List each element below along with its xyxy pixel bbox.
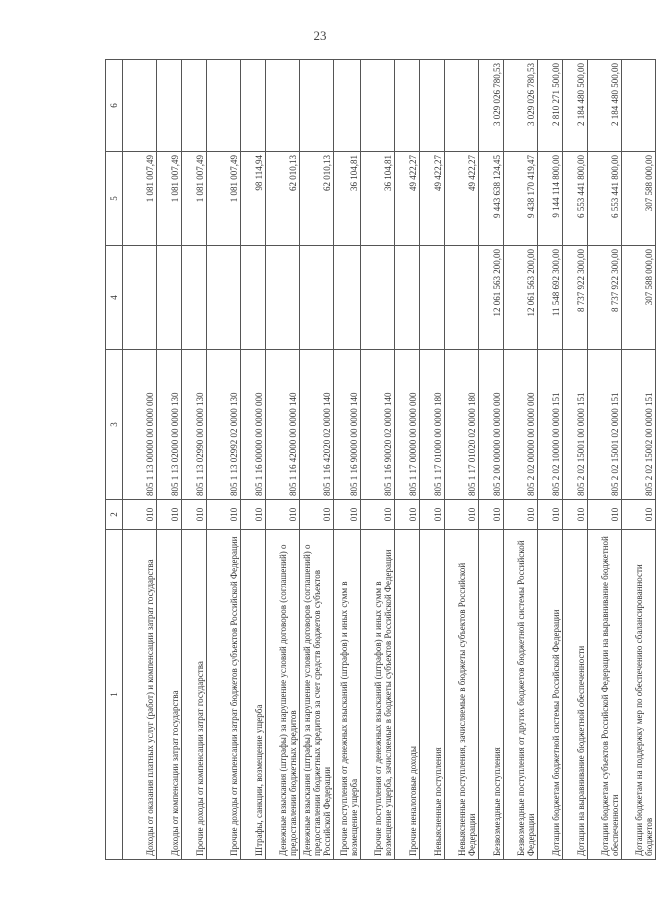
row-kbk: 805 1 16 42000 00 0000 140 xyxy=(266,350,300,500)
row-kbk: 805 1 17 00000 00 0000 000 xyxy=(395,350,420,500)
row-name: Доходы от компенсации затрат государства xyxy=(157,530,182,860)
row-name: Денежные взыскания (штрафы) за нарушение условий договоров (соглашений) о предоставлении бюджетных кредитов xyxy=(266,530,300,860)
row-col4 xyxy=(207,246,241,350)
row-code: 010 xyxy=(266,500,300,530)
row-kbk: 805 1 16 90000 00 0000 140 xyxy=(334,350,361,500)
row-col4 xyxy=(266,246,300,350)
table-row xyxy=(588,60,622,860)
row-col5: 49 422,27 xyxy=(445,152,479,246)
row-col4: 12 061 563 200,00 xyxy=(504,246,538,350)
row-code: 010 xyxy=(182,500,207,530)
row-col6 xyxy=(207,60,241,152)
row-code: 010 xyxy=(479,500,504,530)
row-name: Штрафы, санкции, возмещение ущерба xyxy=(241,530,266,860)
row-col6 xyxy=(361,60,395,152)
table-row xyxy=(479,60,504,860)
row-col6 xyxy=(123,60,157,152)
table-row xyxy=(266,60,300,860)
row-code: 010 xyxy=(334,500,361,530)
row-col5: 1 081 007,49 xyxy=(123,152,157,246)
row-col5: 9 438 170 419,47 xyxy=(504,152,538,246)
row-name: Прочие доходы от компенсации затрат государства xyxy=(182,530,207,860)
row-col5: 49 422,27 xyxy=(395,152,420,246)
row-col6: 2 184 480 500,00 xyxy=(563,60,588,152)
row-code: 010 xyxy=(504,500,538,530)
row-kbk: 805 1 17 01000 00 0000 180 xyxy=(420,350,445,500)
row-code: 010 xyxy=(395,500,420,530)
column-header: 2 xyxy=(106,500,123,530)
rotated-table-container xyxy=(105,60,654,860)
row-col6 xyxy=(445,60,479,152)
table-row xyxy=(538,60,563,860)
table-row xyxy=(504,60,538,860)
row-kbk: 805 1 13 02992 02 0000 130 xyxy=(207,350,241,500)
row-col4 xyxy=(241,246,266,350)
row-col5: 1 081 007,49 xyxy=(157,152,182,246)
row-col5: 62 010,13 xyxy=(300,152,334,246)
row-col6: 2 184 480 500,00 xyxy=(588,60,622,152)
row-col6 xyxy=(157,60,182,152)
column-header: 1 xyxy=(106,530,123,860)
row-name: Безвозмездные поступления от других бюджетов бюджетной системы Российской Федерации xyxy=(504,530,538,860)
row-kbk: 805 2 02 00000 00 0000 000 xyxy=(504,350,538,500)
row-col4 xyxy=(123,246,157,350)
row-col5: 62 010,13 xyxy=(266,152,300,246)
row-col6 xyxy=(420,60,445,152)
row-name: Невыясненные поступления xyxy=(420,530,445,860)
row-col5: 9 443 638 124,45 xyxy=(479,152,504,246)
table-row xyxy=(182,60,207,860)
row-name: Прочие поступления от денежных взысканий (штрафов) и иных сумм в возмещение ущерба xyxy=(334,530,361,860)
row-col6 xyxy=(395,60,420,152)
table-row xyxy=(361,60,395,860)
row-kbk: 805 2 02 15001 00 0000 151 xyxy=(563,350,588,500)
row-col4 xyxy=(334,246,361,350)
row-col4: 8 737 922 300,00 xyxy=(563,246,588,350)
row-col5: 36 104,81 xyxy=(334,152,361,246)
table-row xyxy=(563,60,588,860)
row-col4 xyxy=(395,246,420,350)
row-code: 010 xyxy=(300,500,334,530)
row-kbk: 805 2 02 15001 02 0000 151 xyxy=(588,350,622,500)
row-kbk: 805 1 13 00000 00 0000 000 xyxy=(123,350,157,500)
row-col6 xyxy=(334,60,361,152)
row-kbk: 805 1 16 00000 00 0000 000 xyxy=(241,350,266,500)
row-kbk: 805 1 16 90020 02 0000 140 xyxy=(361,350,395,500)
row-name: Доходы от оказания платных услуг (работ) и компенсации затрат государства xyxy=(123,530,157,860)
row-name: Денежные взыскания (штрафы) за нарушение условий договоров (соглашений) о предоставлении бюджетных кредитов за счет средств бюджетов субъектов Российской Федерации xyxy=(300,530,334,860)
row-code: 010 xyxy=(622,500,656,530)
row-code: 010 xyxy=(157,500,182,530)
row-col4: 307 588 000,00 xyxy=(622,246,656,350)
row-code: 010 xyxy=(538,500,563,530)
row-name: Прочие доходы от компенсации затрат бюджетов субъектов Российской Федерации xyxy=(207,530,241,860)
row-kbk: 805 2 02 15002 00 0000 151 xyxy=(622,350,656,500)
row-kbk: 805 2 00 00000 00 0000 000 xyxy=(479,350,504,500)
row-kbk: 805 1 16 42020 02 0000 140 xyxy=(300,350,334,500)
row-col5: 6 553 441 800,00 xyxy=(563,152,588,246)
row-name: Безвозмездные поступления xyxy=(479,530,504,860)
row-name: Прочие неналоговые доходы xyxy=(395,530,420,860)
row-name: Дотации бюджетам на поддержку мер по обеспечению сбалансированности бюджетов xyxy=(622,530,656,860)
column-header: 5 xyxy=(106,152,123,246)
row-col6: 3 029 026 780,53 xyxy=(504,60,538,152)
row-col6 xyxy=(241,60,266,152)
row-code: 010 xyxy=(445,500,479,530)
table-row xyxy=(334,60,361,860)
row-col4 xyxy=(157,246,182,350)
table-row xyxy=(420,60,445,860)
row-code: 010 xyxy=(361,500,395,530)
row-col6 xyxy=(622,60,656,152)
rotated-page-area xyxy=(105,60,654,860)
table-row xyxy=(622,60,656,860)
column-header: 3 xyxy=(106,350,123,500)
row-col4: 12 061 563 200,00 xyxy=(479,246,504,350)
row-col6: 2 810 271 500,00 xyxy=(538,60,563,152)
row-col6: 3 029 026 780,53 xyxy=(479,60,504,152)
table-header-row xyxy=(106,60,123,860)
row-code: 010 xyxy=(588,500,622,530)
row-col4 xyxy=(445,246,479,350)
row-col5: 1 081 007,49 xyxy=(182,152,207,246)
row-col4 xyxy=(300,246,334,350)
row-col5: 1 081 007,49 xyxy=(207,152,241,246)
row-kbk: 805 2 02 10000 00 0000 151 xyxy=(538,350,563,500)
row-name: Невыясненные поступления, зачисляемые в бюджеты субъектов Российской Федерации xyxy=(445,530,479,860)
row-col6 xyxy=(266,60,300,152)
table-row xyxy=(207,60,241,860)
row-col6 xyxy=(182,60,207,152)
revenue-table xyxy=(105,59,656,860)
column-header: 4 xyxy=(106,246,123,350)
row-name: Прочие поступления от денежных взысканий (штрафов) и иных сумм в возмещение ущерба, зачисляемые в бюджеты субъектов Российской Федерации xyxy=(361,530,395,860)
row-code: 010 xyxy=(207,500,241,530)
table-row xyxy=(123,60,157,860)
row-col5: 9 144 114 800,00 xyxy=(538,152,563,246)
row-col5: 36 104,81 xyxy=(361,152,395,246)
row-code: 010 xyxy=(563,500,588,530)
row-col4: 8 737 922 300,00 xyxy=(588,246,622,350)
row-code: 010 xyxy=(123,500,157,530)
table-row xyxy=(241,60,266,860)
table-row xyxy=(300,60,334,860)
row-col5: 98 114,94 xyxy=(241,152,266,246)
table-row xyxy=(445,60,479,860)
row-kbk: 805 1 13 02990 00 0000 130 xyxy=(182,350,207,500)
row-name: Дотации бюджетам бюджетной системы Российской Федерации xyxy=(538,530,563,860)
row-col4 xyxy=(420,246,445,350)
row-name: Дотации на выравнивание бюджетной обеспеченности xyxy=(563,530,588,860)
row-col6 xyxy=(300,60,334,152)
row-kbk: 805 1 17 01020 02 0000 180 xyxy=(445,350,479,500)
row-col4 xyxy=(361,246,395,350)
row-col4 xyxy=(182,246,207,350)
row-col5: 6 553 441 800,00 xyxy=(588,152,622,246)
column-header: 6 xyxy=(106,60,123,152)
row-kbk: 805 1 13 02000 00 0000 130 xyxy=(157,350,182,500)
table-row xyxy=(157,60,182,860)
table-row xyxy=(395,60,420,860)
row-code: 010 xyxy=(420,500,445,530)
row-col5: 307 588 000,00 xyxy=(622,152,656,246)
row-code: 010 xyxy=(241,500,266,530)
row-col5: 49 422,27 xyxy=(420,152,445,246)
row-name: Дотации бюджетам субъектов Российской Федерации на выравнивание бюджетной обеспеченности xyxy=(588,530,622,860)
page-number: 23 xyxy=(313,28,327,43)
row-col4: 11 548 692 300,00 xyxy=(538,246,563,350)
